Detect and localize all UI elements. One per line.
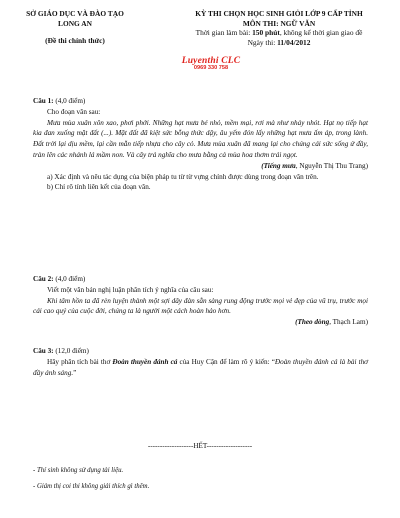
end-marker: -------------------HẾT------------------- <box>147 442 253 450</box>
question-2-intro: Viết một văn bản nghị luận phân tích ý nghĩa của câu sau: <box>47 285 214 294</box>
exam-title: KỲ THI CHỌN HỌC SINH GIỎI LỚP 9 CẤP TỈNH <box>195 9 363 18</box>
official-exam-label: (Đề thi chính thức) <box>45 36 105 45</box>
question-1-source: (Tiếng mưa, Nguyễn Thị Thu Trang) <box>261 161 368 170</box>
exam-subject: MÔN THI: NGỮ VĂN <box>242 18 316 28</box>
question-1-intro: Cho đoạn văn sau: <box>47 107 101 116</box>
question-3 <box>33 346 368 378</box>
question-1 <box>33 96 368 193</box>
note-item: - Thí sinh không sử dụng tài liệu. <box>33 467 124 474</box>
issuer-name: SỞ GIÁO DỤC VÀ ĐÀO TẠO <box>26 9 124 18</box>
question-2-source: (Theo dòng, Thạch Lam) <box>295 318 368 327</box>
issuer-province: LONG AN <box>58 18 92 28</box>
note-item: - Giám thị coi thi không giải thích gì thêm. <box>33 483 150 490</box>
watermark-stamp <box>165 56 257 71</box>
question-1-heading: Câu 1: (4,0 điểm) <box>33 97 86 105</box>
exam-duration: Thời gian làm bài: 150 phút, không kể thời gian giao đề <box>195 28 363 37</box>
exam-date: Ngày thi: 11/04/2012 <box>247 37 311 47</box>
question-1-passage: Mưa mùa xuân xôn xao, phơi phới. Những hạt mưa bé nhỏ, mềm mại, rơi mà như nhảy nhót. Hạt nọ tiếp hạt kia đan xuống mặt đất (...). Mặt đất đã kiệt sức bỗng thức dậy, âu yếm đón lấy những hạt mưa ấm áp, trong lành. Đất trời lại dịu mềm, lại cần mẫn tiếp nhựa cho cây cỏ. Mưa mùa xuân đã mang lại cho chúng cái sức sống ứ đầy, tràn lên các nhánh lá mầm non. Và cây trả nghĩa cho mưa bằng cả mùa hoa thơm trái ngọt. <box>33 118 368 159</box>
question-1-part-a: a) Xác định và nêu tác dụng của biện pháp tu từ từ vựng chính được dùng trong đoạn văn trên. <box>47 172 319 181</box>
question-3-heading: Câu 3: (12,0 điểm) <box>33 347 89 355</box>
exam-header <box>166 9 392 47</box>
stamp-phone: 0969 330 758 <box>193 65 229 71</box>
question-3-prompt: Hãy phân tích bài thơ Đoàn thuyền đánh cá của Huy Cận để làm rõ ý kiến: “Đoàn thuyền đánh cá là bài thơ đầy ánh sáng.” <box>33 357 368 377</box>
exam-notes <box>33 463 149 495</box>
question-2-heading: Câu 2: (4,0 điểm) <box>33 275 86 283</box>
question-1-part-b: b) Chỉ rõ tính liên kết của đoạn văn. <box>47 183 151 192</box>
question-2 <box>33 274 368 328</box>
issuer-header <box>14 9 136 46</box>
stamp-brand: Luyenthi CLC <box>181 56 241 66</box>
question-2-quote: Khi tâm hồn ta đã rèn luyện thành một sợi dây đàn sẵn sàng rung động trước mọi vẻ đẹp của vũ trụ, trước mọi cái cao quý của cuộc đời, chúng ta là người một cách hoàn hảo hơn. <box>33 296 368 316</box>
